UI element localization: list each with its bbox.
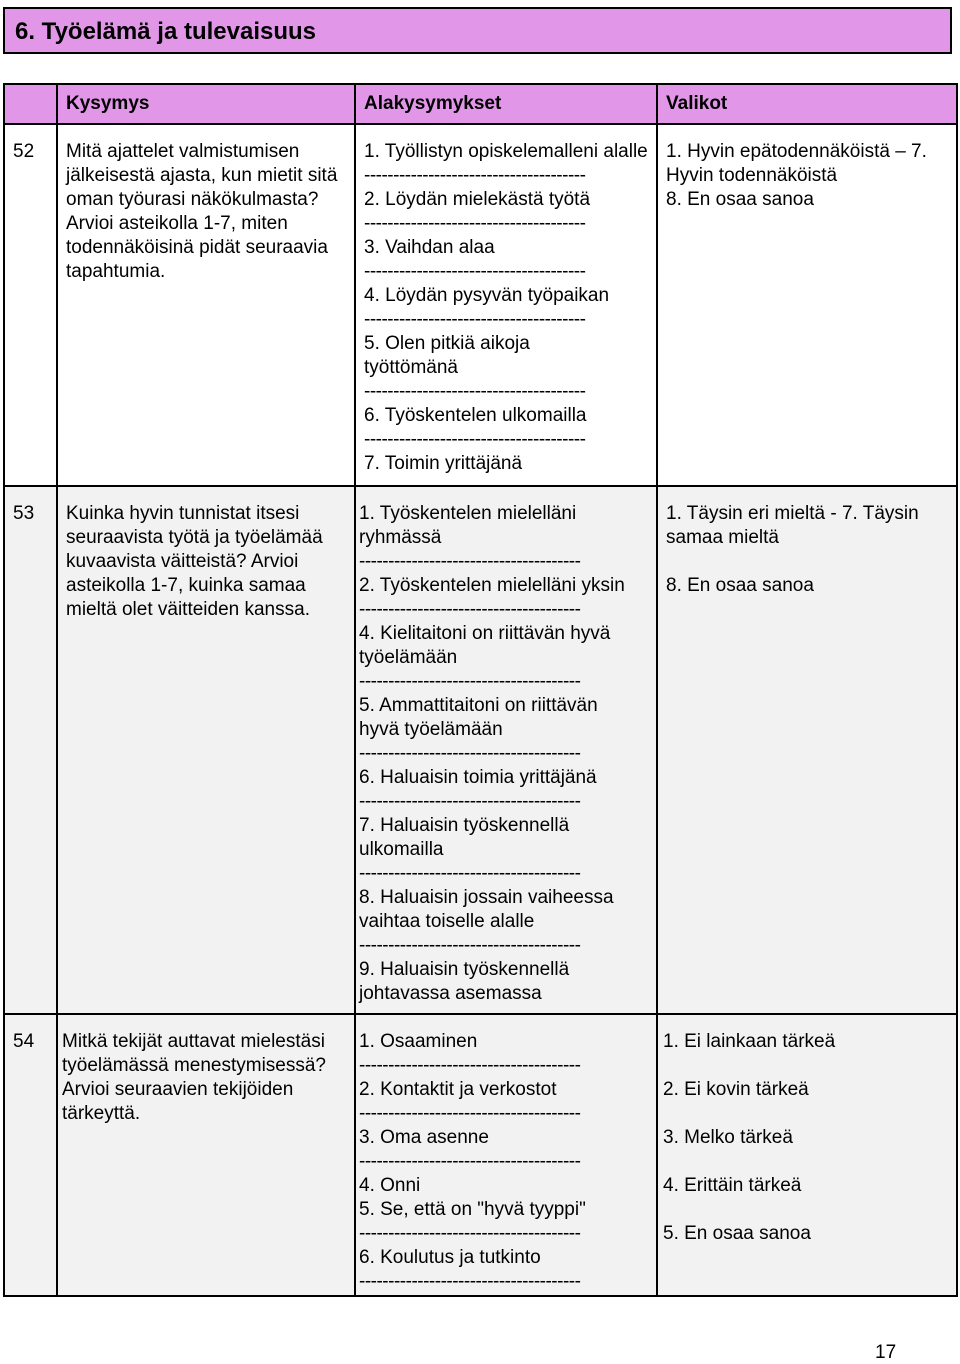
table-header-row: [4, 84, 957, 124]
question-number: 54: [4, 1014, 57, 1296]
list-item: 5. Olen pitkiä aikoja työttömänä: [364, 333, 530, 378]
question-text: Mitkä tekijät auttavat mielestäsi työelämässä menestymisessä? Arvioi seuraavien tekijöiden tärkeyttä.: [57, 1014, 355, 1296]
list-item: 5. Se, että on "hyvä tyyppi": [359, 1199, 586, 1220]
header-subquestions: Alakysymykset: [355, 84, 657, 124]
subquestion-list: [355, 124, 657, 486]
separator: --------------------------------------: [359, 1103, 581, 1124]
list-item: 6. Haluaisin toimia yrittäjänä: [359, 767, 597, 788]
list-item: 5. Ammattitaitoni on riittävän hyvä työelämään: [359, 695, 598, 740]
question-number: 52: [4, 124, 57, 486]
separator: --------------------------------------: [359, 1151, 581, 1172]
option-list: [657, 124, 957, 486]
header-options: Valikot: [657, 84, 957, 124]
separator: --------------------------------------: [359, 1271, 581, 1292]
separator: --------------------------------------: [359, 791, 581, 812]
list-item: 1. Työskentelen mielelläni ryhmässä: [359, 503, 577, 548]
list-item: 2. Kontaktit ja verkostot: [359, 1079, 557, 1100]
section-title: 6. Työelämä ja tulevaisuus: [15, 18, 317, 45]
separator: --------------------------------------: [359, 863, 581, 884]
subquestion-list: [355, 486, 657, 1014]
list-item: 7. Haluaisin työskennellä ulkomailla: [359, 815, 570, 860]
table-row: [4, 1014, 957, 1296]
separator: --------------------------------------: [359, 551, 581, 572]
option-list: [657, 1014, 957, 1296]
separator: --------------------------------------: [364, 165, 586, 186]
scale-option: 1. Ei lainkaan tärkeä: [663, 1031, 836, 1052]
separator: --------------------------------------: [359, 935, 581, 956]
scale-option: 2. Ei kovin tärkeä: [663, 1079, 809, 1100]
question-number: 53: [4, 486, 57, 1014]
scale-option: 4. Erittäin tärkeä: [663, 1175, 802, 1196]
list-item: 6. Koulutus ja tutkinto: [359, 1247, 541, 1268]
table-row: [4, 124, 957, 486]
separator: --------------------------------------: [359, 1223, 581, 1244]
list-item: 4. Kielitaitoni on riittävän hyvä työelämään: [359, 623, 611, 668]
list-item: 9. Haluaisin työskennellä johtavassa asemassa: [359, 959, 570, 1004]
list-item: 6. Työskentelen ulkomailla: [364, 405, 587, 426]
separator: --------------------------------------: [364, 309, 586, 330]
list-item: 4. Onni: [359, 1175, 421, 1196]
separator: --------------------------------------: [364, 381, 586, 402]
separator: --------------------------------------: [364, 213, 586, 234]
scale-option: 1. Hyvin epätodennäköistä – 7. Hyvin todennäköistä: [666, 141, 927, 186]
list-item: 1. Työllistyn opiskelemalleni alalle: [364, 141, 648, 162]
list-item: 3. Vaihdan alaa: [364, 237, 495, 258]
list-item: 2. Työskentelen mielelläni yksin: [359, 575, 625, 596]
list-item: 7. Toimin yrittäjänä: [364, 453, 523, 474]
list-item: 8. Haluaisin jossain vaiheessa vaihtaa toiselle alalle: [359, 887, 614, 932]
scale-option: 8. En osaa sanoa: [666, 575, 814, 596]
scale-option: 1. Täysin eri mieltä - 7. Täysin samaa mieltä: [666, 503, 919, 548]
question-text: Mitä ajattelet valmistumisen jälkeisestä ajasta, kun mietit sitä oman työurasi näkökulmasta? Arvioi asteikolla 1-7, miten todennäköisinä pidät seuraavia tapahtumia.: [57, 124, 355, 486]
list-item: 1. Osaaminen: [359, 1031, 478, 1052]
subquestion-list: [355, 1014, 657, 1296]
separator: --------------------------------------: [364, 261, 586, 282]
question-text: Kuinka hyvin tunnistat itsesi seuraavista työtä ja työelämää kuvaavista väitteistä? Arvioi asteikolla 1-7, kuinka samaa mieltä olet väitteiden kanssa.: [57, 486, 355, 1014]
list-item: 2. Löydän mielekästä työtä: [364, 189, 591, 210]
list-item: 3. Oma asenne: [359, 1127, 489, 1148]
scale-option: 5. En osaa sanoa: [663, 1223, 811, 1244]
list-item: 4. Löydän pysyvän työpaikan: [364, 285, 610, 306]
separator: --------------------------------------: [359, 671, 581, 692]
separator: --------------------------------------: [359, 743, 581, 764]
scale-option: 8. En osaa sanoa: [666, 189, 814, 210]
separator: --------------------------------------: [359, 1055, 581, 1076]
separator: --------------------------------------: [359, 599, 581, 620]
separator: --------------------------------------: [364, 429, 586, 450]
header-question: Kysymys: [57, 84, 355, 124]
table-row: [4, 486, 957, 1014]
survey-table: [3, 83, 958, 1297]
scale-option: 3. Melko tärkeä: [663, 1127, 793, 1148]
page-number: 17: [875, 1342, 897, 1363]
section-header: [3, 7, 952, 54]
option-list: [657, 486, 957, 1014]
